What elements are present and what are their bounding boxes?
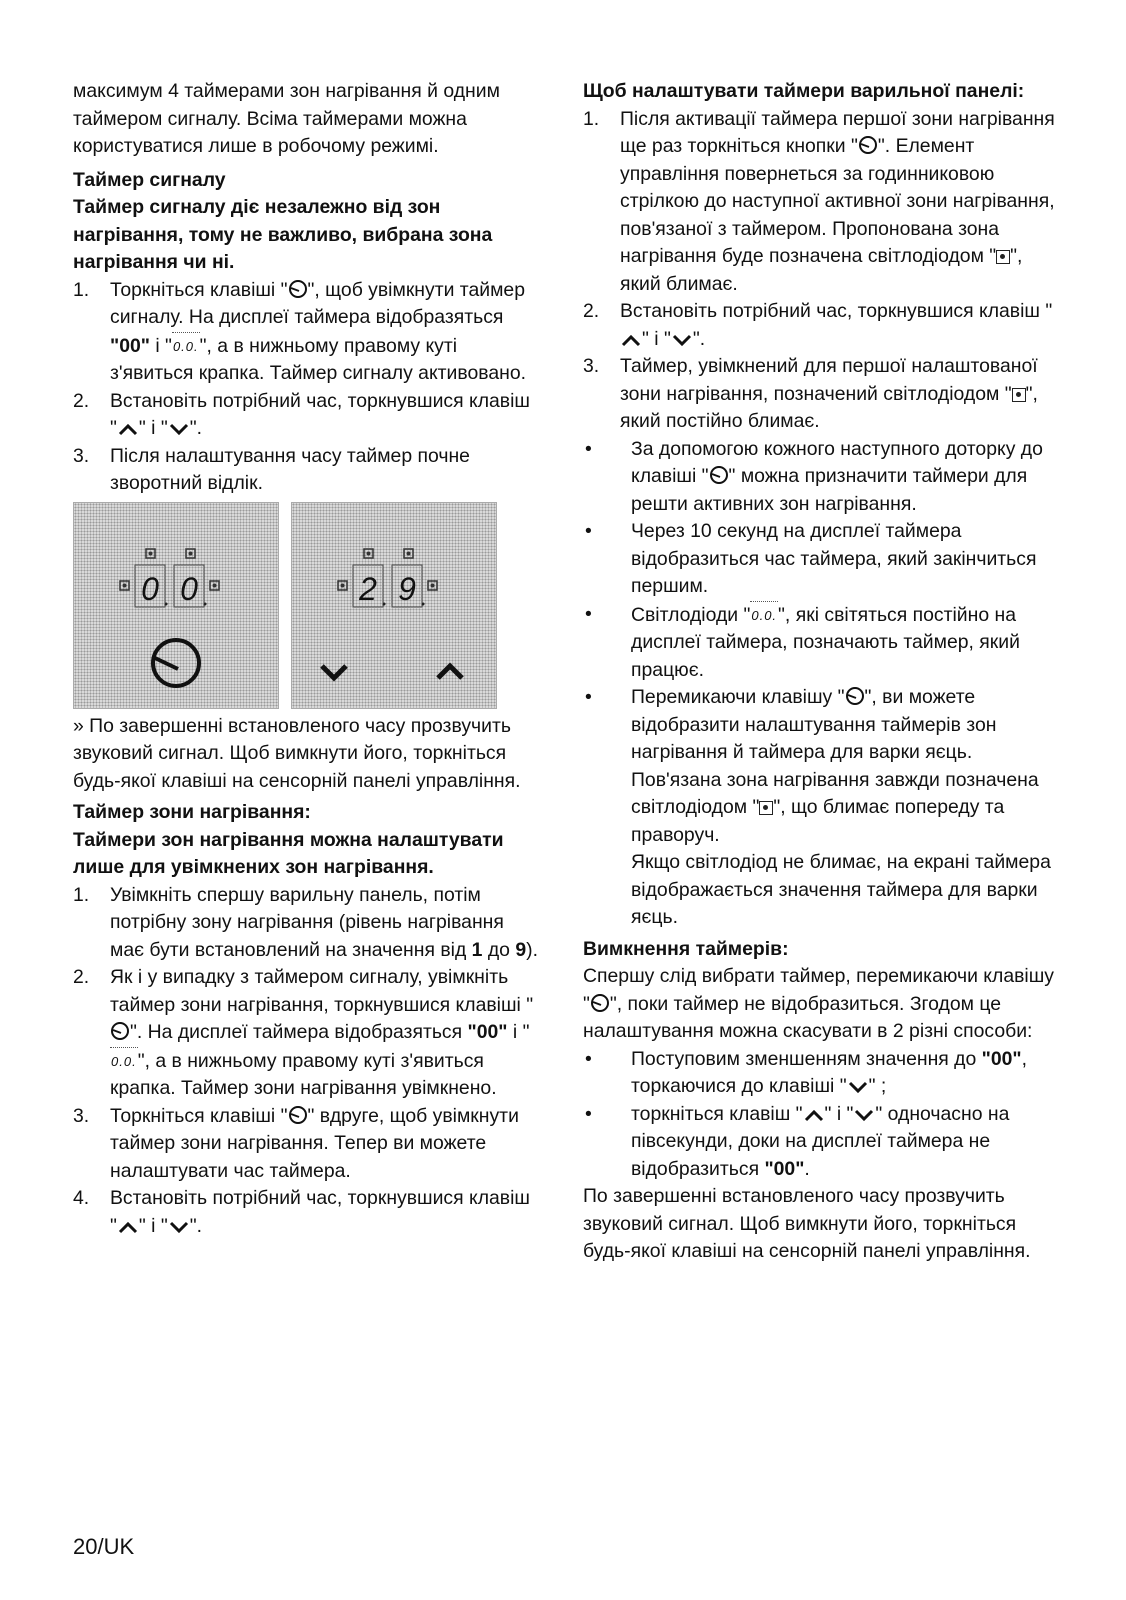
timer-digit: 9	[398, 570, 416, 607]
page-number: 20/UK	[73, 1534, 135, 1559]
left-column	[73, 78, 538, 1240]
closing-paragraph: По завершенні встановленого часу прозвучить звуковий сигнал. Щоб вимкнути його, торкніться будь-якої клавіші на сенсорній панелі управління.	[583, 1185, 1031, 1262]
timer-icon[interactable]	[153, 640, 199, 686]
timer-icon	[709, 465, 729, 485]
zone-timer-title: Таймер зони нагрівання:	[73, 801, 311, 823]
timer-panel-right	[291, 502, 497, 709]
chevron-up-icon[interactable]	[438, 666, 462, 678]
digits-display-icon: 0.0.	[750, 601, 778, 630]
list-item: 3. Таймер, увімкнений для першої налаштованої зони нагрівання, позначений світлодіодом " ", який постійно блимає.	[583, 355, 1038, 432]
list-item: • Через 10 секунд на дисплеї таймера відобразиться час таймера, який закінчиться першим.	[585, 520, 1037, 597]
list-item: • торкніться клавіш " " і " " одночасно на півсекунди, доки на дисплеї таймера не відобразиться "00".	[585, 1102, 1010, 1180]
list-item: 1. Увімкніть спершу варильну панель, потім потрібну зону нагрівання (рівень нагрівання має бути встановлений на значення від 1 до 9).	[73, 883, 538, 961]
timer-panel-left	[73, 502, 279, 709]
chevron-up-icon	[117, 421, 139, 437]
signal-steps-list	[73, 277, 538, 498]
after-panels-paragraph: » По завершенні встановленого часу прозвучить звуковий сигнал. Щоб вимкнути його, торкніться будь-якої клавіші на сенсорній панелі управління.	[73, 714, 521, 792]
timer-icon	[590, 993, 610, 1013]
list-item: 1. Після активації таймера першої зони нагрівання ще раз торкніться кнопки " ". Елемент управління повернеться за годинниковою стрілкою до наступної активної зони нагрівання, пов'язаної з таймером. Пропонована зона нагрівання буде позначена світлодіодом " ", який блимає.	[583, 107, 1055, 295]
hob-timers-title: Щоб налаштувати таймери варильної панелі:	[583, 80, 1025, 102]
right-column	[583, 78, 1063, 1266]
control-panel-figures	[73, 502, 538, 709]
zone-steps-list	[73, 882, 538, 1241]
timers-off-title: Вимкнення таймерів:	[583, 937, 789, 960]
chevron-up-icon	[803, 1107, 825, 1123]
intro-paragraph: максимум 4 таймерами зон нагрівання й одним таймером сигналу. Всіма таймерами можна користуватися лише в робочому режимі.	[73, 80, 500, 157]
led-icon	[759, 801, 773, 815]
timer-icon	[858, 135, 878, 155]
chevron-up-icon	[620, 332, 642, 348]
timer-icon	[110, 1021, 130, 1041]
chevron-down-icon	[853, 1107, 875, 1123]
chevron-down-icon	[671, 332, 693, 348]
list-item: 3. Після налаштування часу таймер почне зворотний відлік.	[73, 444, 470, 494]
chevron-down-icon	[847, 1079, 869, 1095]
digits-display-icon: 0.0.	[172, 332, 200, 361]
list-item: 2. Як і у випадку з таймером сигналу, увімкніть таймер зони нагрівання, торкнувшися клавіші "". На дисплеї таймера відобразяться "00" і "0.0.", а в нижньому правому куті з'явиться крапка. Таймер зони нагрівання увімкнено.	[73, 966, 534, 1099]
list-item: 4. Встановіть потрібний час, торкнувшися клавіш " " і " ".	[73, 1187, 530, 1237]
hob-bullets-list	[583, 436, 1063, 932]
signal-timer-title: Таймер сигналу	[73, 168, 226, 191]
zone-timer-note: Таймери зон нагрівання можна налаштувати лише для увімкнених зон нагрівання.	[73, 828, 504, 878]
timer-icon	[288, 279, 308, 299]
chevron-down-icon	[168, 421, 190, 437]
hob-steps-list	[583, 106, 1063, 436]
chevron-down-icon[interactable]	[322, 666, 346, 678]
timer-icon	[845, 686, 865, 706]
led-icon	[996, 250, 1010, 264]
led-icon	[1012, 388, 1026, 402]
timers-off-text: Спершу слід вибрати таймер, перемикаючи клавішу " ", поки таймер не відобразиться. Згодом це налаштування можна скасувати в 2 різні способи:	[583, 965, 1054, 1042]
list-item: 3. Торкніться клавіші " " вдруге, щоб увімкнути таймер зони нагрівання. Тепер ви можете налаштувати час таймера.	[73, 1104, 519, 1182]
timer-digit: 0	[180, 570, 198, 607]
digits-display-icon: 0.0.	[110, 1047, 138, 1076]
chevron-up-icon	[117, 1219, 139, 1235]
off-bullets-list	[583, 1046, 1063, 1184]
list-item: • За допомогою кожного наступного доторку до клавіші " " можна призначити таймери для решти активних зон нагрівання.	[585, 437, 1043, 515]
list-item: 2. Встановіть потрібний час, торкнувшися клавіш "" і " ".	[583, 300, 1053, 350]
list-item: 1. Торкніться клавіші " ", щоб увімкнути таймер сигналу. На дисплеї таймера відобразяться "00" і "0.0.", а в нижньому правому куті з'явиться крапка. Таймер сигналу активовано.	[73, 278, 526, 384]
list-item: • Перемикаючи клавішу " ", ви можете відобразити налаштування таймерів зон нагрівання й таймера для варки яєць. Пов'язана зона нагрівання завжди позначена світлодіодом " ", що блимає попереду та праворуч. Якщо світлодіод не блимає, на екрані таймера відображається значення таймера для варки яєць.	[585, 686, 1051, 928]
chevron-down-icon	[168, 1219, 190, 1235]
signal-timer-note: Таймер сигналу діє незалежно від зон нагрівання, тому не важливо, вибрана зона нагрівання чи ні.	[73, 196, 493, 273]
timer-digit: 2	[359, 570, 377, 607]
timer-digit: 0	[141, 570, 159, 607]
timer-icon	[288, 1105, 308, 1125]
list-item: • Поступовим зменшенням значення до "00", торкаючися до клавіші " " ;	[585, 1047, 1028, 1097]
list-item: 2. Встановіть потрібний час, торкнувшися клавіш " " і " ".	[73, 389, 530, 439]
list-item: • Світлодіоди "0.0.", які світяться постійно на дисплеї таймера, позначають таймер, який працює.	[585, 602, 1020, 681]
